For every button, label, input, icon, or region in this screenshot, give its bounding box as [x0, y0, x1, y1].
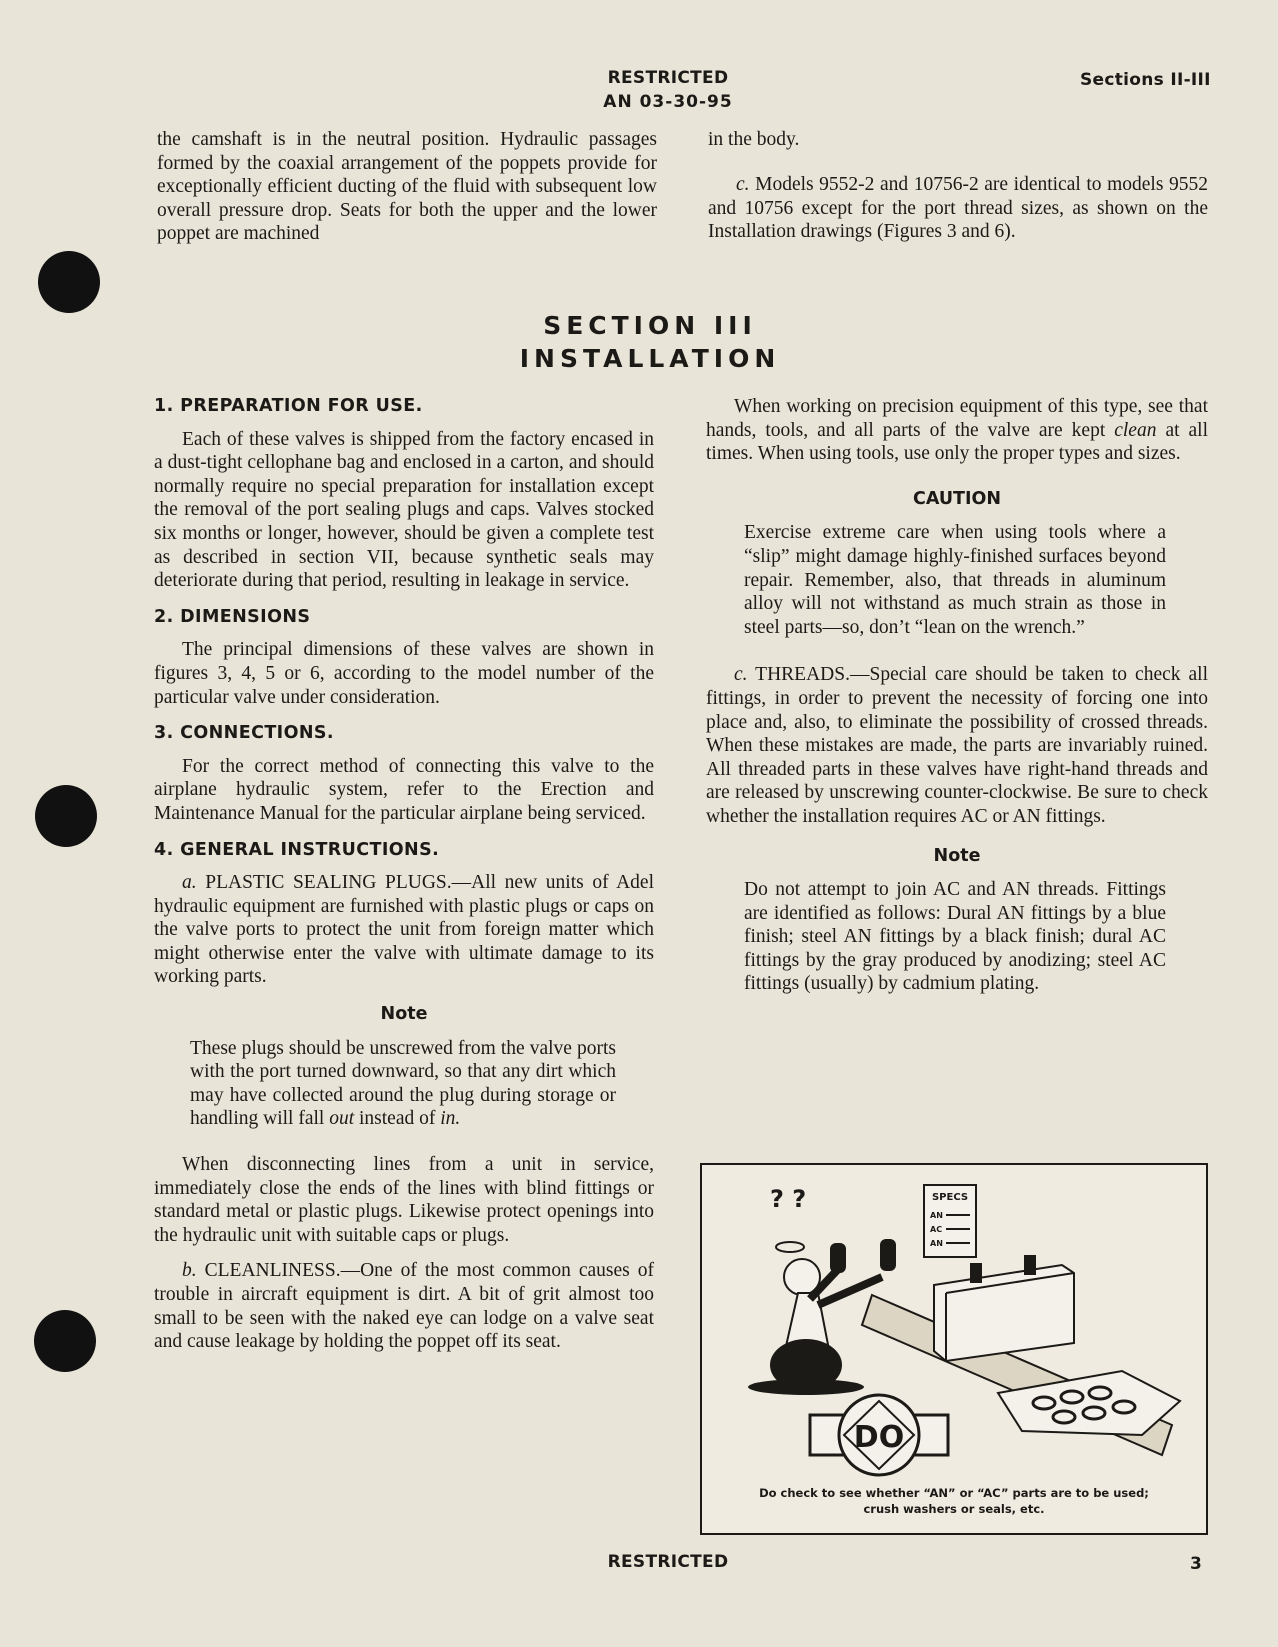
para-label-c: c. — [736, 174, 750, 195]
valve-block — [934, 1255, 1074, 1361]
para-label-c-threads: c. — [734, 664, 748, 686]
para-label-a: a. — [182, 872, 197, 894]
left-column — [154, 395, 654, 1354]
working-text-1: When working on precision equipment of this type, see that hands, tools, and all parts of the valve are kept — [706, 396, 1208, 441]
note-title-threads: Note — [933, 845, 981, 866]
punch-hole-middle — [35, 785, 97, 847]
top-right-paragraph-1: in the body. — [708, 129, 800, 150]
do-badge-text: DO — [853, 1420, 905, 1455]
punch-hole-bottom — [34, 1310, 96, 1372]
paragraph-preparation: Each of these valves is shipped from the factory encased in a dust-tight cellophane bag and enclosed in a carton, and should normally require no special preparation for installation except the removal of the port sealing plugs and caps. Valves stocked six months or longer, however, should be given a complete test as described in section VII, because synthetic seals may deteriorate during that period, resulting in leakage in service. — [154, 428, 654, 592]
section-title-line1: SECTION III — [543, 311, 757, 340]
question-marks: ? ? — [770, 1185, 807, 1213]
paragraph-working — [706, 395, 1208, 466]
cleanliness-text: CLEANLINESS.—One of the most common causes of trouble in aircraft equipment is dirt. A bit of grit almost too small to be seen with the naked eye can lodge on a valve seat and cause leakage by holding the poppet off its seat. — [154, 1260, 655, 1353]
caution-title: CAUTION — [912, 488, 1002, 509]
note-emphasis-out: out — [329, 1108, 355, 1130]
do-badge — [810, 1395, 948, 1475]
right-column — [706, 395, 1208, 996]
top-right-paragraph-2 — [708, 173, 1208, 244]
header-sections: Sections II-III — [1080, 70, 1211, 90]
heading-connections: 3. CONNECTIONS. — [154, 723, 334, 744]
note-plugs-text-2: instead of — [358, 1108, 436, 1130]
heading-dimensions: 2. DIMENSIONS — [154, 606, 311, 627]
cartoon-illustration — [702, 1165, 1206, 1483]
paragraph-threads — [706, 663, 1208, 828]
paragraph-plastic-plugs — [154, 871, 654, 989]
note-text-plugs — [190, 1037, 616, 1131]
models-text: Models 9552-2 and 10756-2 are identical to models 9552 and 10756 except for the port thread sizes, as shown on the Installation drawings (Figures 3 and 6). — [708, 174, 1208, 243]
plastic-plugs-text: PLASTIC SEALING PLUGS.—All new units of Adel hydraulic equipment are furnished with plastic plugs or caps on the valve ports to protect the unit from foreign matter which might otherwise enter the valve with ultimate damage to its working parts. — [154, 872, 655, 988]
emphasis-clean: clean — [1114, 419, 1157, 441]
header-restricted: RESTRICTED — [607, 68, 729, 88]
heading-general-instructions: 4. GENERAL INSTRUCTIONS. — [154, 839, 440, 860]
punch-hole-top — [38, 251, 100, 313]
note-emphasis-in: in. — [440, 1108, 461, 1130]
specs-row-2: AC — [930, 1225, 943, 1234]
working-text-2: at all times. When using tools, use only the proper types and sizes. — [706, 419, 1208, 465]
section-title-line2: INSTALLATION — [519, 344, 781, 373]
header-doc-number: AN 03-30-95 — [603, 92, 733, 112]
threads-text: THREADS.—Special care should be taken to check all fittings, in order to prevent the necessity of forcing one into place and, also, to eliminate the possibility of crossed threads. When these mistakes are made, the parts are invariably ruined. All threaded parts in these valves have right-hand threads and are released by unscrewing counter-clockwise. Be sure to check whether the installation requires AC or AN fittings. — [706, 664, 1208, 827]
footer-restricted: RESTRICTED — [607, 1552, 729, 1572]
illustration-caption: Do check to see whether “AN” or “AC” parts are to be used; crush washers or seals, etc. — [759, 1486, 1149, 1516]
specs-sign — [924, 1185, 976, 1257]
top-left-paragraph: the camshaft is in the neutral position. Hydraulic passages formed by the coaxial arrangement of the poppets provide for exceptionally efficient ducting of the fluid with subsequent low overall pressure drop. Seats for both the upper and the lower poppet are machined — [157, 129, 657, 245]
heading-preparation: 1. PREPARATION FOR USE. — [154, 396, 423, 416]
paragraph-connections: For the correct method of connecting this valve to the airplane hydraulic system, refer to the Erection and Maintenance Manual for the particular airplane being serviced. — [154, 755, 654, 824]
paragraph-cleanliness — [154, 1259, 654, 1353]
specs-row-1: AN — [930, 1211, 943, 1220]
caution-text: Exercise extreme care when using tools where a “slip” might damage highly-finished surfaces beyond repair. Remember, also, that threads in aluminum alloy will not withstand as much strain as those in steel parts—so, don’t “lean on the wrench.” — [744, 522, 1166, 638]
note-text-threads: Do not attempt to join AC and AN threads. Fittings are identified as follows: Dural AN fittings by a blue finish; steel AN fittings by a black finish; dural AC fittings by the gray produced by anodizing; steel AC fittings (usually) by cadmium plating. — [744, 879, 1166, 995]
page-number: 3 — [1190, 1554, 1203, 1574]
specs-row-3: AN — [930, 1239, 943, 1248]
para-label-b: b. — [182, 1260, 197, 1282]
paragraph-dimensions: The principal dimensions of these valves are shown in figures 3, 4, 5 or 6, according to the model number of the particular valve under consideration. — [154, 639, 654, 708]
specs-sign-title: SPECS — [931, 1192, 969, 1203]
paragraph-disconnecting: When disconnecting lines from a unit in service, immediately close the ends of the lines with blind fittings or standard metal or plastic plugs. Likewise protect openings into the hydraulic unit with suitable caps or plugs. — [154, 1154, 654, 1246]
illustration-box — [700, 1163, 1208, 1535]
note-title-plugs: Note — [380, 1004, 428, 1025]
note-plugs-text-1: These plugs should be unscrewed from the valve ports with the port turned downward, so that any dirt which may have collected around the plug during storage or handling will fall — [190, 1037, 616, 1130]
